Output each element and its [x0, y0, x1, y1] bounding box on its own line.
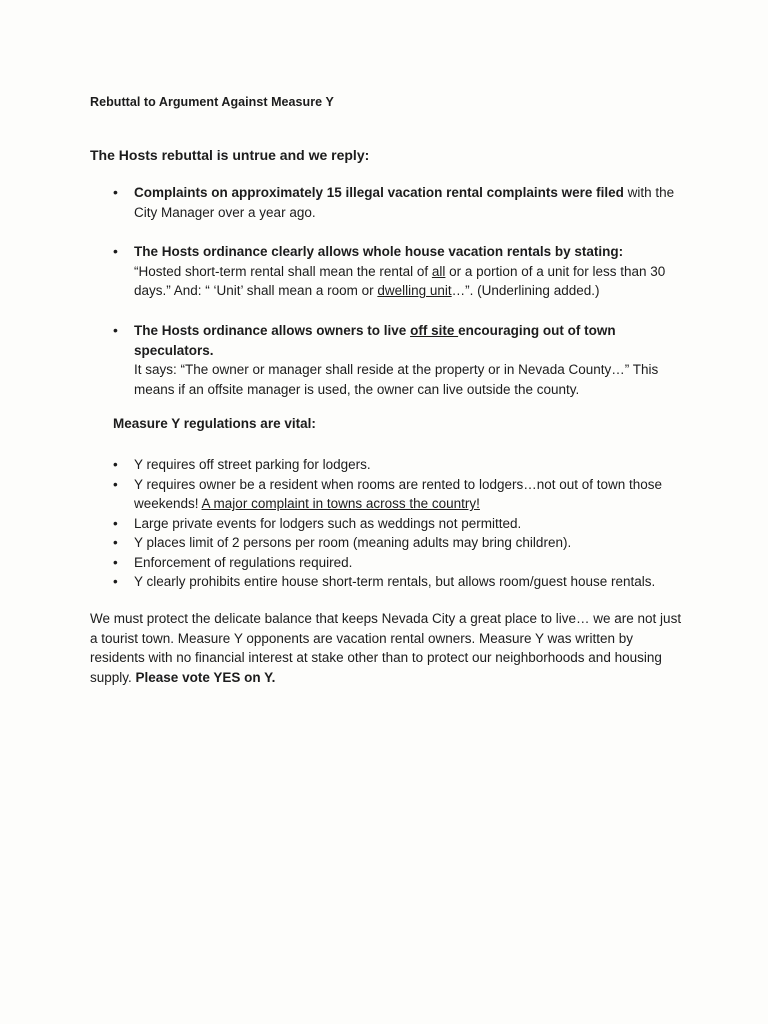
heading-underlined-off-site: off site	[410, 323, 459, 338]
list-item-underlined: A major complaint in towns across the country!	[201, 496, 480, 511]
list-item-text: Y requires owner be a resident when rooms are rented to lodgers…not out of town those weekends!	[134, 476, 663, 511]
regulations-subheading: Measure Y regulations are vital:	[113, 416, 316, 431]
point-whole-house	[134, 242, 694, 301]
point-off-site	[134, 321, 694, 399]
bullet-marker	[113, 322, 123, 338]
point-off-site-text: It says: “The owner or manager shall reside at the property or in Nevada County…” This means if an offsite manager is used, the owner can live outside the county.	[134, 362, 659, 397]
closing-text: We must protect the delicate balance that keeps Nevada City a great place to live… we are not just a tourist town. Measure Y opponents are vacation rental owners. Measure Y was written by residents with no financial interest at stake other than to protect our neighborhoods and housing supply.	[90, 611, 682, 685]
point-whole-house-heading: The Hosts ordinance clearly allows whole house vacation rentals by stating:	[134, 244, 624, 259]
list-item: • Y places limit of 2 persons per room (meaning adults may bring children).	[113, 533, 713, 553]
point-whole-house-quote	[134, 262, 694, 301]
list-item	[113, 475, 713, 514]
list-item: • Y clearly prohibits entire house short-term rentals, but allows room/guest house rentals.	[113, 572, 713, 592]
bullet-marker	[113, 243, 123, 259]
closing-paragraph	[90, 609, 690, 687]
intro-heading: The Hosts rebuttal is untrue and we reply:	[90, 147, 370, 163]
point-complaints	[134, 183, 694, 222]
point-off-site-heading	[134, 321, 694, 360]
quote-part: …”. (Underlining added.)	[451, 283, 600, 298]
regulations-list	[113, 455, 713, 592]
list-item: • Enforcement of regulations required.	[113, 553, 713, 573]
list-item: • Large private events for lodgers such as weddings not permitted.	[113, 514, 713, 534]
point-complaints-rest: with the City Manager over a year ago.	[134, 185, 675, 220]
point-complaints-bold: Complaints on approximately 15 illegal vacation rental complaints were filed	[134, 185, 624, 200]
list-item: • Y requires off street parking for lodgers.	[113, 455, 713, 475]
bullet-marker	[113, 184, 123, 200]
quote-underlined-all: all	[431, 263, 446, 279]
quote-underlined-dwelling-unit: dwelling unit	[377, 283, 452, 298]
closing-call-to-action: Please vote YES on Y.	[135, 669, 276, 685]
document-title: Rebuttal to Argument Against Measure Y	[90, 95, 334, 109]
heading-part: The Hosts ordinance allows owners to live	[134, 323, 411, 338]
heading-part: encouraging out of town speculators.	[134, 323, 616, 358]
quote-part: “Hosted short-term rental shall mean the rental of	[134, 263, 432, 279]
quote-part: or a portion of a unit for less than 30 days.” And: “ ‘Unit’ shall mean a room or	[134, 263, 666, 298]
